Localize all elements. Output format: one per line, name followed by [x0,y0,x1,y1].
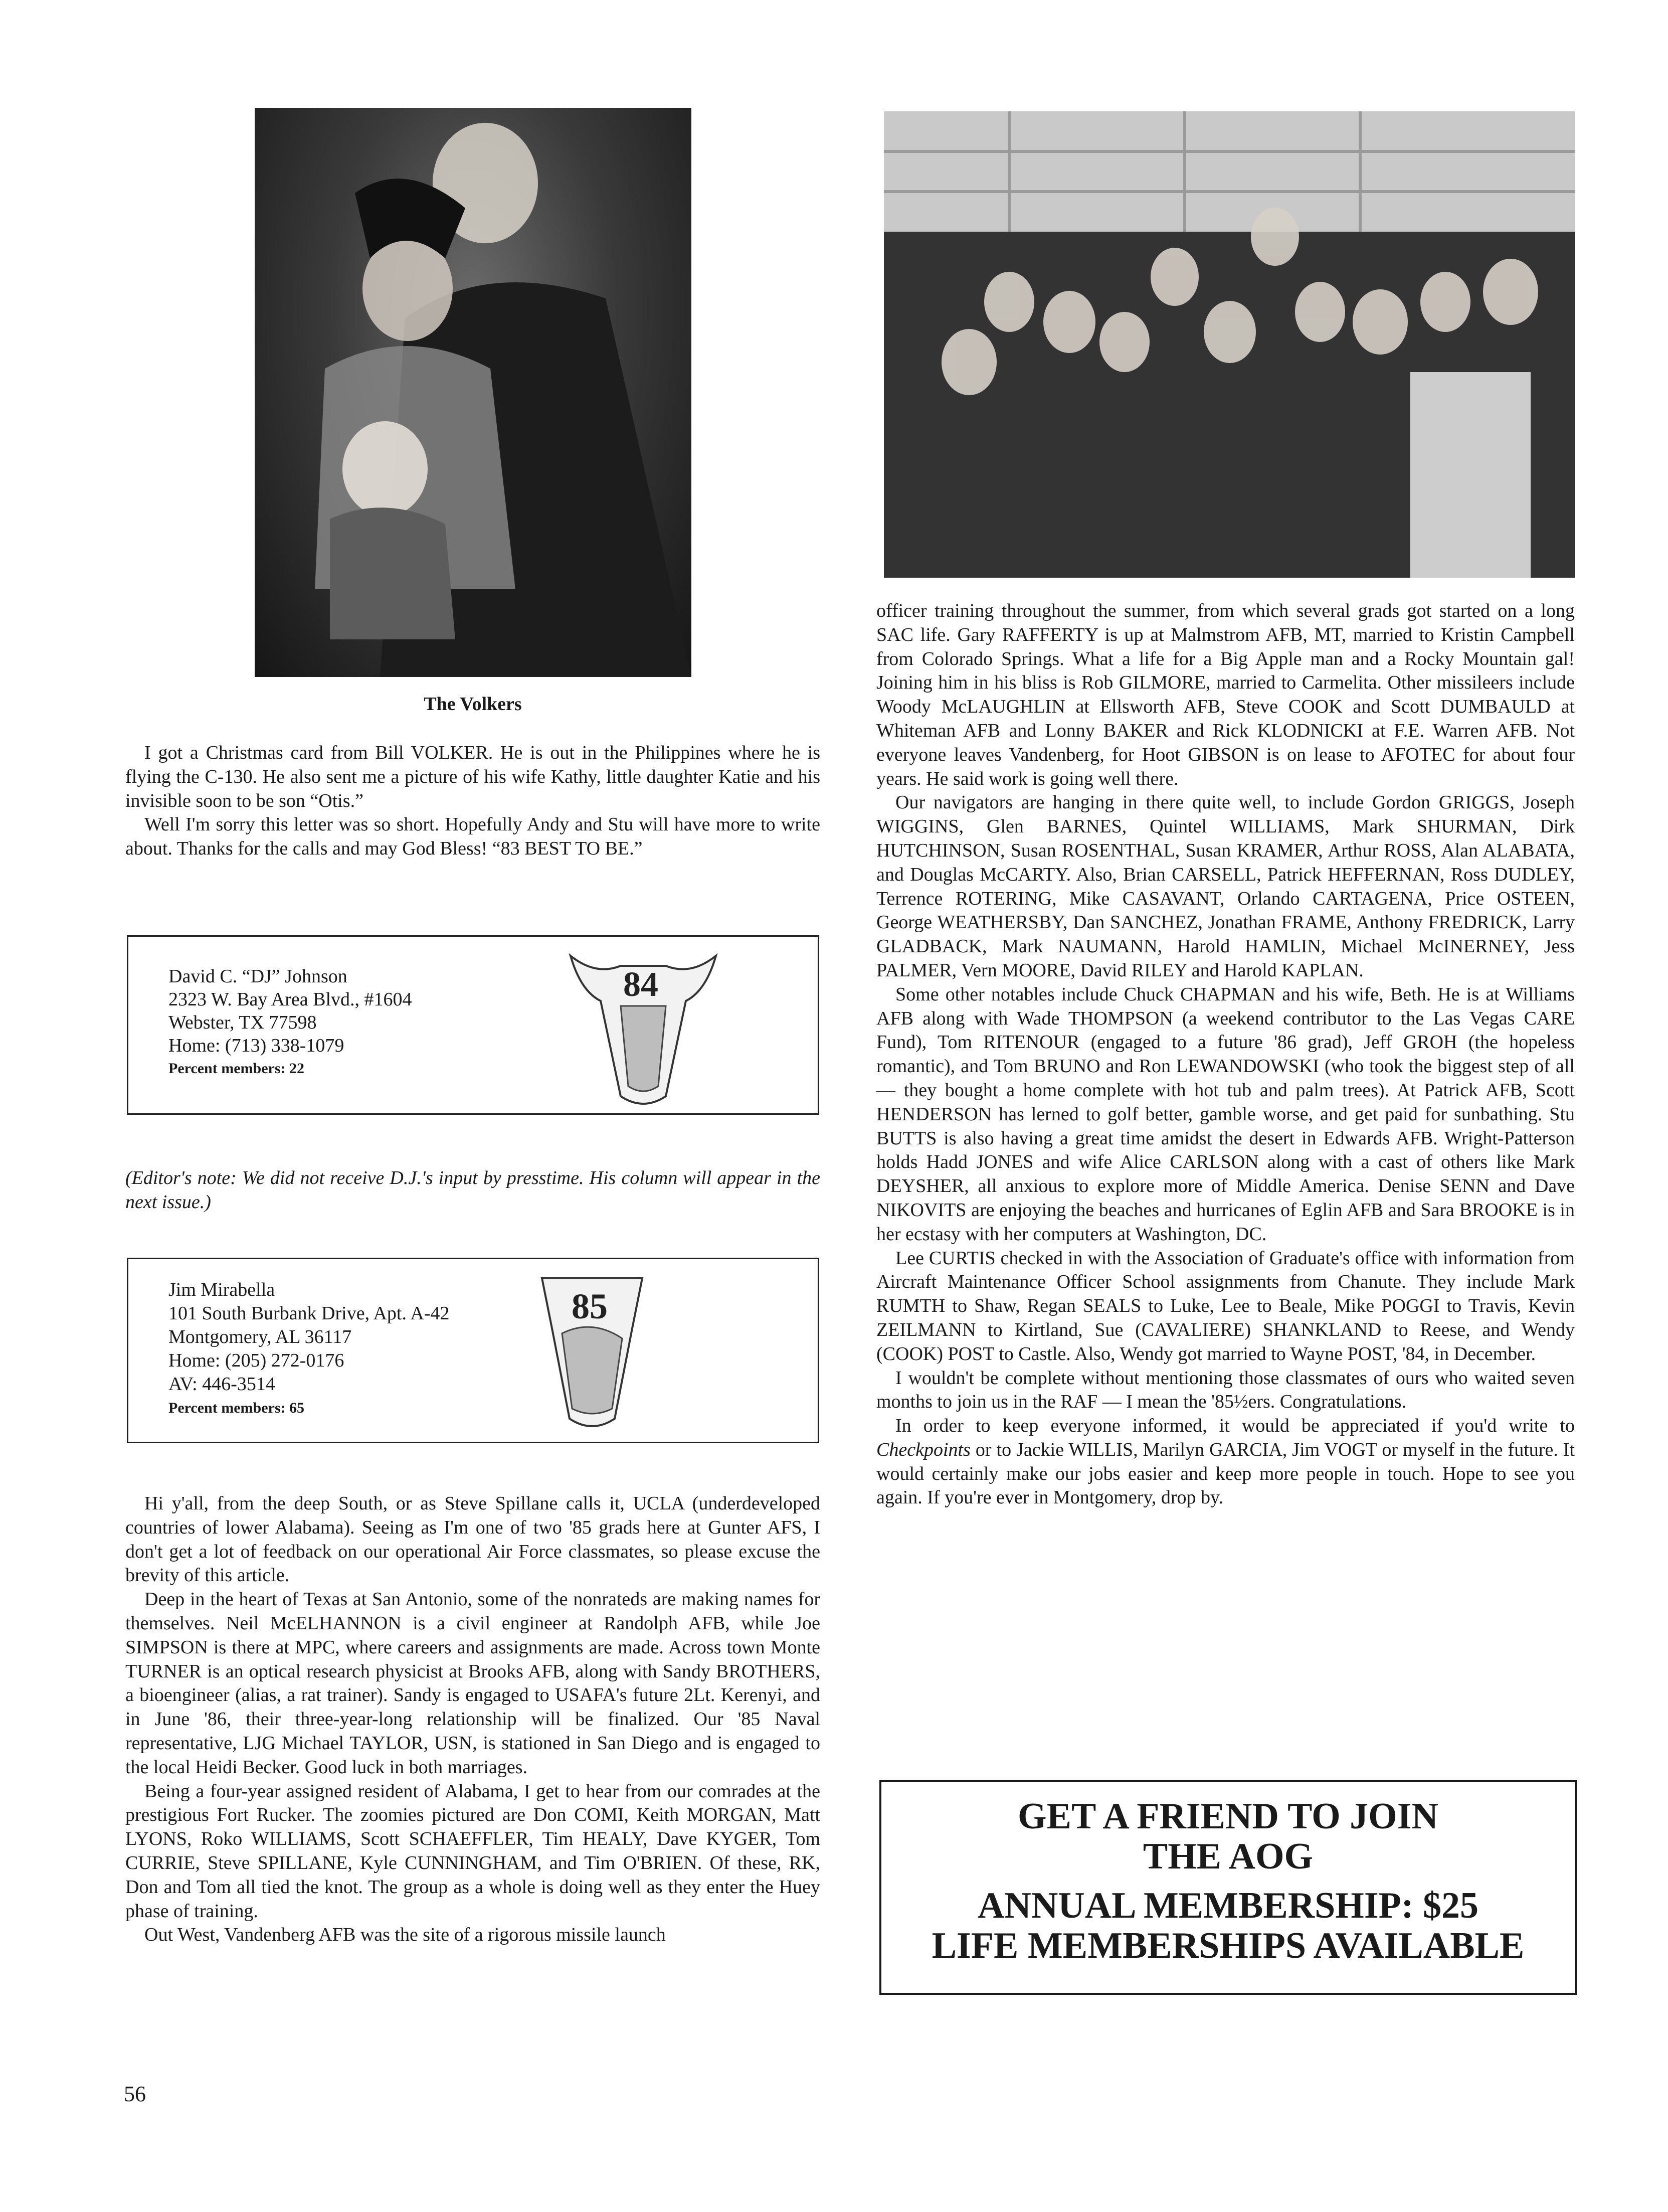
aog-membership-promo-box [879,1780,1577,1995]
crest-85-numeral: 85 [572,1286,608,1326]
closing-text-after: or to Jackie WILLIS, Marilyn GARCIA, Jim VOGT or myself in the future. It would certainly make our jobs easier and keep more people in touch. Hope to see you again. If you're ever in Montgomery, drop by. [876,1439,1575,1508]
volkers-photo-silhouettes [255,108,691,677]
dj-street: 2323 W. Bay Area Blvd., #1604 [168,989,412,1010]
dj-city: Webster, TX 77598 [168,1012,317,1033]
dj-home-phone: Home: (713) 338-1079 [168,1035,344,1056]
jim-percent-members: Percent members: 65 [168,1400,304,1416]
dj-johnson-address [168,965,412,1080]
mirabella-paragraph-2: Deep in the heart of Texas at San Antonio, some of the nonrateds are making names for themselves. Neil McELHANNON is a civil engineer at Randolph AFB, while Joe SIMPSON is there at MPC, where careers and assignments are made. Across town Monte TURNER is an optical research physicist at Brooks AFB, along with Sandy BROTHERS, a bioengineer (alias, a rat trainer). Sandy is engaged to USAFA's future 2Lt. Kerenyi, and in June '86, their three-year-long relationship will be finalized. Our '85 Naval representative, LJG Michael TAYLOR, USN, is stationed in San Diego and is engaged to the local Heidi Becker. Good luck in both marriages. [125,1589,820,1778]
promo-line-3: ANNUAL MEMBERSHIP: $25 [977,1885,1479,1926]
editor-note: (Editor's note: We did not receive D.J.'s input by presstime. His column will appear in the next issue.) [125,1167,820,1213]
mirabella-paragraphs [125,1492,820,1947]
jim-av-phone: AV: 446-3514 [168,1374,275,1395]
dj-name: David C. “DJ” Johnson [168,966,347,987]
jim-mirabella-address [168,1278,449,1420]
right-column-paragraphs [876,599,1575,1510]
jim-name: Jim Mirabella [168,1279,275,1300]
group-photo-silhouettes [884,111,1575,578]
closing-checkpoints: Checkpoints [876,1439,971,1460]
right-paragraph-4: Lee CURTIS checked in with the Association of Graduate's office with information from Aircraft Maintenance Officer School assignments from Chanute. They include Mark RUMTH to Shaw, Regan SEALS to Luke, Lee to Beale, Mike POGGI to Travis, Kevin ZEILMANN to Kirtland, Sue (CAVALIERE) SHANKLAND to Reese, and Wendy (COOK) POST to Castle. Also, Wendy got married to Wayne POST, '84, in December. [876,1247,1575,1365]
crest-84-numeral: 84 [623,965,658,1004]
closing-text-before: In order to keep everyone informed, it would be appreciated if you'd write to [895,1415,1575,1437]
dj-percent-members: Percent members: 22 [168,1060,304,1077]
promo-line-2: THE AOG [1143,1836,1314,1877]
right-paragraph-2: Our navigators are hanging in there quite well, to include Gordon GRIGGS, Joseph WIGGINS, Glen BARNES, Quintel WILLIAMS, Mark SHURMAN, Dirk HUTCHINSON, Susan ROSENTHAL, Susan KRAMER, Arthur ROSS, Alan ALABATA, and Douglas McCARTY. Also, Brian CARSELL, Patrick HEFFERNAN, Ross DUDLEY, Terrence ROTERING, Mike CASAVANT, Orlando CARTAGENA, Price OSTEEN, George WEATHERSBY, Dan SANCHEZ, Jonathan FRAME, Anthony FREDRICK, Larry GLADBACK, Mark NAUMANN, Harold HAMLIN, Michael McINERNEY, Jess PALMER, Vern MOORE, David RILEY and Harold KAPLAN. [876,792,1575,981]
cadets-group-photo [884,111,1575,578]
promo-line-1: GET A FRIEND TO JOIN [1018,1796,1438,1837]
right-paragraph-3: Some other notables include Chuck CHAPMAN and his wife, Beth. He is at Williams AFB along with Wade THOMPSON (a weekend contributor to the Las Vegas CARE Fund), Tom RITENOUR (engaged to a future '86 grad), Jeff GROH (the hopeless romantic), and Tom BRUNO and Ron LEWANDOWSKI (who took the biggest step of all — they bought a home complete with hot tub and palm trees). At Patrick AFB, Scott HENDERSON has lerned to golf better, gamble worse, and get paid for sunbathing. Stu BUTTS is also having a great time amidst the desert in Edwards AFB. Wright-Patterson holds Hadd JONES and wife Alice CARLSON along with a cast of others like Mark DEYSHER, all anxious to explore more of Middle America. Denise SENN and Dave NIKOVITS are enjoying the beaches and hurricanes of Eglin AFB and Sara BROOKE is in her ecstasy with her computers at Washington, DC. [876,983,1575,1245]
class-85-crest-icon [532,1268,652,1434]
jim-street: 101 South Burbank Drive, Apt. A-42 [168,1303,450,1324]
jim-city: Montgomery, AL 36117 [168,1326,352,1347]
volkers-photo-caption: The Volkers [424,694,522,715]
volker-paragraphs [125,741,820,861]
volker-paragraph-2: Well I'm sorry this letter was so short. Hopefully Andy and Stu will have more to write about. Thanks for the calls and may God Bless! “83 BEST TO BE.” [125,814,820,860]
jim-home-phone: Home: (205) 272-0176 [168,1350,344,1371]
promo-line-4: LIFE MEMBERSHIPS AVAILABLE [932,1925,1525,1966]
right-paragraph-5: I wouldn't be complete without mentioning those classmates of ours who waited seven months to join us in the RAF — I mean the '85½ers. Congratulations. [876,1367,1575,1413]
mirabella-paragraph-1: Hi y'all, from the deep South, or as Steve Spillane calls it, UCLA (underdeveloped countries of lower Alabama). Seeing as I'm one of two '85 grads here at Gunter AFS, I don't get a lot of feedback on our operational Air Force classmates, so please excuse the brevity of this article. [125,1493,820,1586]
page-number: 56 [124,2082,146,2106]
right-paragraph-closing [876,1414,1575,1510]
jim-mirabella-address-box [127,1258,819,1443]
mirabella-paragraph-4: Out West, Vandenberg AFB was the site of a rigorous missile launch [144,1924,666,1946]
volker-paragraph-1: I got a Christmas card from Bill VOLKER. He is out in the Philippines where he is flying the C-130. He also sent me a picture of his wife Kathy, little daughter Katie and his invisible soon to be son “Otis.” [125,742,820,811]
dj-johnson-address-box [127,935,819,1115]
class-84-crest-icon [566,946,721,1106]
right-paragraph-1: officer training throughout the summer, from which several grads got started on a long SAC life. Gary RAFFERTY is up at Malmstrom AFB, MT, married to Kristin Campbell from Colorado Springs. What a life for a Big Apple man and a Rocky Mountain gal! Joining him in his bliss is Rob GILMORE, married to Carmelita. Other missileers include Woody McLAUGHLIN at Ellsworth AFB, Steve COOK and Scott DUMBAULD at Whiteman AFB and Lonny BAKER and Rick KLODNICKI at F.E. Warren AFB. Not everyone leaves Vandenberg, for Hoot GIBSON is on lease to AFOTEC for about four years. He said work is going well there. [876,600,1575,789]
mirabella-paragraph-3: Being a four-year assigned resident of Alabama, I get to hear from our comrades at the prestigious Fort Rucker. The zoomies pictured are Don COMI, Keith MORGAN, Matt LYONS, Roko WILLIAMS, Scott SCHAEFFLER, Tim HEALY, Dave KYGER, Tom CURRIE, Steve SPILLANE, Kyle CUNNINGHAM, and Tim O'BRIEN. Of these, RK, Don and Tom all tied the knot. The group as a whole is doing well as they enter the Huey phase of training. [125,1780,820,1922]
volkers-family-photo [255,108,691,677]
